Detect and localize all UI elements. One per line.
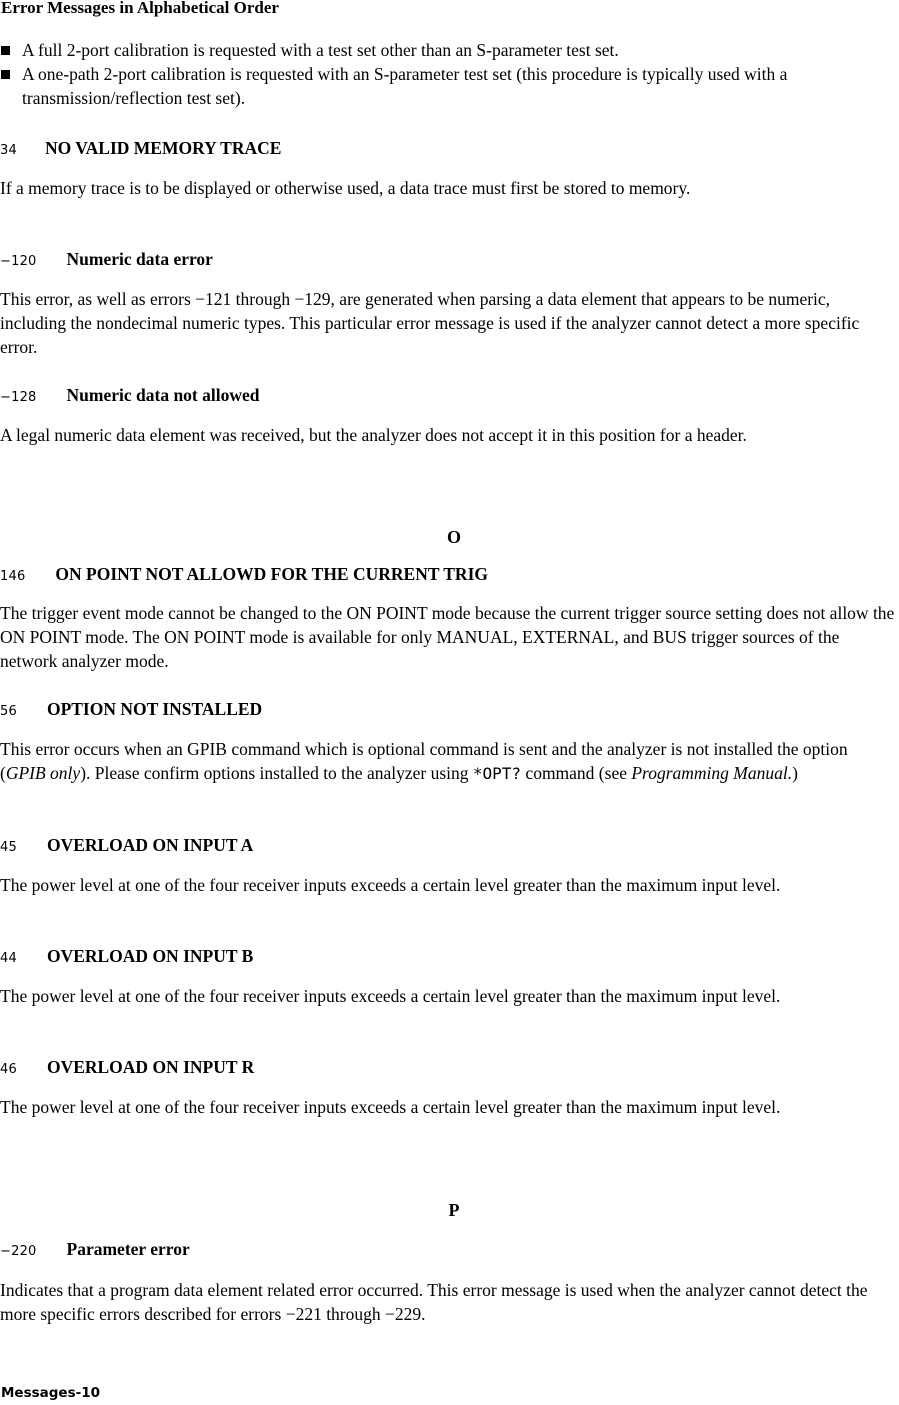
error-heading: [0, 248, 213, 273]
error-code: −220: [0, 1244, 37, 1259]
error-description: [0, 737, 895, 786]
list-item: [0, 38, 880, 62]
bullet-list: [0, 38, 880, 110]
text-run: ): [792, 763, 798, 783]
error-heading: [0, 945, 253, 970]
error-title: ON POINT NOT ALLOWD FOR THE CURRENT TRIG: [55, 564, 488, 584]
error-code: 146: [0, 569, 26, 584]
error-heading: [0, 1056, 254, 1081]
error-code: 44: [0, 951, 17, 966]
error-heading: [0, 563, 488, 588]
error-code: 34: [0, 143, 17, 158]
error-title: OVERLOAD ON INPUT R: [46, 1057, 255, 1077]
list-item: [0, 62, 880, 110]
error-description: This error, as well as errors −121 through −129, are generated when parsing a data element that appears to be numeric, including the nondecimal numeric types. This particular error message is used if the analyzer cannot detect a more specific error.: [0, 289, 860, 357]
error-description: The power level at one of the four receiver inputs exceeds a certain level greater than the maximum input level.: [0, 875, 781, 895]
error-title: Parameter error: [66, 1239, 190, 1259]
error-heading: [0, 698, 262, 723]
error-code: 46: [0, 1062, 17, 1077]
square-bullet-icon: [1, 46, 10, 55]
error-title: Numeric data error: [66, 249, 213, 269]
italic-run: GPIB only: [5, 763, 81, 783]
error-title: NO VALID MEMORY TRACE: [44, 138, 282, 158]
error-heading: [0, 1238, 190, 1263]
error-code: 45: [0, 840, 17, 855]
error-description: The power level at one of the four receiver inputs exceeds a certain level greater than the maximum input level.: [0, 1097, 781, 1117]
error-code: 56: [0, 704, 17, 719]
error-title: OVERLOAD ON INPUT A: [46, 835, 254, 855]
error-description: Indicates that a program data element related error occurred. This error message is used when the analyzer cannot detect the more specific errors described for errors −221 through −229.: [0, 1280, 868, 1324]
error-description: The trigger event mode cannot be changed to the ON POINT mode because the current trigger source setting does not allow the ON POINT mode. The ON POINT mode is available for only MANUAL, EXTERNAL, and BUS trigger sources of the network analyzer mode.: [0, 603, 895, 671]
bullet-text: A full 2-port calibration is requested with a test set other than an S-parameter test set.: [22, 40, 619, 60]
command-name: *OPT?: [472, 764, 522, 783]
text-run: command (see: [521, 763, 632, 783]
error-heading: [0, 384, 260, 409]
error-title: Numeric data not allowed: [66, 385, 260, 405]
error-description: A legal numeric data element was received, but the analyzer does not accept it in this position for a header.: [0, 425, 747, 445]
square-bullet-icon: [1, 70, 10, 79]
error-code: −128: [0, 390, 37, 405]
bullet-text: A one-path 2-port calibration is requested with an S-parameter test set (this procedure is typically used with a transmission/reflection test set).: [22, 64, 788, 108]
error-description: The power level at one of the four receiver inputs exceeds a certain level greater than the maximum input level.: [0, 986, 781, 1006]
manual-reference: Programming Manual.: [631, 763, 793, 783]
error-description: If a memory trace is to be displayed or otherwise used, a data trace must first be stored to memory.: [0, 178, 691, 198]
section-letter: P: [448, 1200, 460, 1220]
error-heading: [0, 834, 253, 859]
text-run: This error occurs when an GPIB command which is optional command is sent and the analyzer is not installed the option (: [0, 739, 848, 783]
error-code: −120: [0, 254, 37, 269]
error-title: OPTION NOT INSTALLED: [46, 699, 263, 719]
error-heading: [0, 137, 281, 162]
section-letter: O: [446, 527, 461, 547]
page-title: Error Messages in Alphabetical Order: [1, 0, 279, 17]
text-run: ). Please confirm options installed to the analyzer using: [80, 763, 473, 783]
page-footer: Messages-10: [1, 1385, 101, 1401]
error-title: OVERLOAD ON INPUT B: [46, 946, 254, 966]
